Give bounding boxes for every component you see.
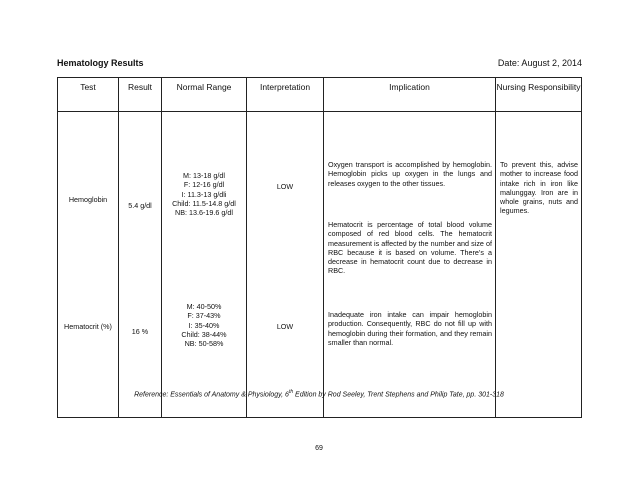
report-date: Date: August 2, 2014	[497, 58, 582, 68]
interpretation-cell	[247, 112, 324, 418]
column-header-nursing-responsibility: Nursing Responsibility	[496, 78, 582, 112]
nursing-responsibility-cell	[496, 112, 582, 418]
reference-citation	[0, 389, 638, 398]
reference-text: Reference: Essentials of Anatomy & Physiology, 6	[134, 391, 289, 399]
interpretation-hematocrit: LOW	[276, 322, 294, 331]
table-row	[58, 112, 582, 418]
nursing-responsibility-text: To prevent this, advise mother to increase food intake rich in iron like malunggay. Iron are in whole grains, nuts and legumes.	[500, 160, 578, 216]
result-hematocrit: 16 %	[131, 327, 149, 336]
column-header-normal-range: Normal Range	[162, 78, 247, 112]
result-hemoglobin: 5.4 g/dl	[128, 201, 152, 210]
test-hematocrit: Hematocrit (%)	[64, 322, 112, 331]
column-header-interpretation: Interpretation	[247, 78, 324, 112]
table-header-row	[58, 78, 582, 112]
normal-range-cell	[162, 112, 247, 418]
reference-text-end: Edition by Rod Seeley, Trent Stephens and Philip Tate, pp. 301-318	[293, 391, 504, 399]
interpretation-hemoglobin: LOW	[276, 182, 294, 191]
hematology-results-table	[57, 77, 582, 418]
page-number: 69	[315, 445, 323, 452]
implication-paragraph-1: Oxygen transport is accomplished by hemoglobin. Hemoglobin picks up oxygen in the lungs and releases oxygen to the other tissues.	[328, 160, 492, 188]
test-hemoglobin: Hemoglobin	[68, 195, 108, 204]
report-title: Hematology Results	[57, 58, 144, 68]
reference-superscript: th	[288, 389, 294, 395]
implication-cell	[324, 112, 496, 418]
report-header	[57, 58, 582, 72]
normal-range-hemoglobin: M: 13-18 g/dl F: 12-16 g/dl I: 11.3-13 g/dli Child: 11.5-14.8 g/dl NB: 13.6-19.6 g/dl	[172, 171, 236, 218]
column-header-implication: Implication	[324, 78, 496, 112]
normal-range-hematocrit: M: 40-50% F: 37-43% I: 35-40% Child: 38-44% NB: 50-58%	[181, 302, 227, 349]
result-cell	[119, 112, 162, 418]
implication-paragraph-3: Inadequate iron intake can impair hemoglobin production. Consequently, RBC do not fill up with hemoglobin during their formation, and they remain smaller than normal.	[328, 310, 492, 347]
column-header-result: Result	[119, 78, 162, 112]
column-header-test: Test	[58, 78, 119, 112]
implication-paragraph-2: Hematocrit is percentage of total blood volume composed of red blood cells. The hematocrit measurement is affected by the number and size of RBC because it is based on volume. There’s a decrease in hematocrit count due to decrease in RBC.	[328, 220, 492, 276]
test-cell	[58, 112, 119, 418]
